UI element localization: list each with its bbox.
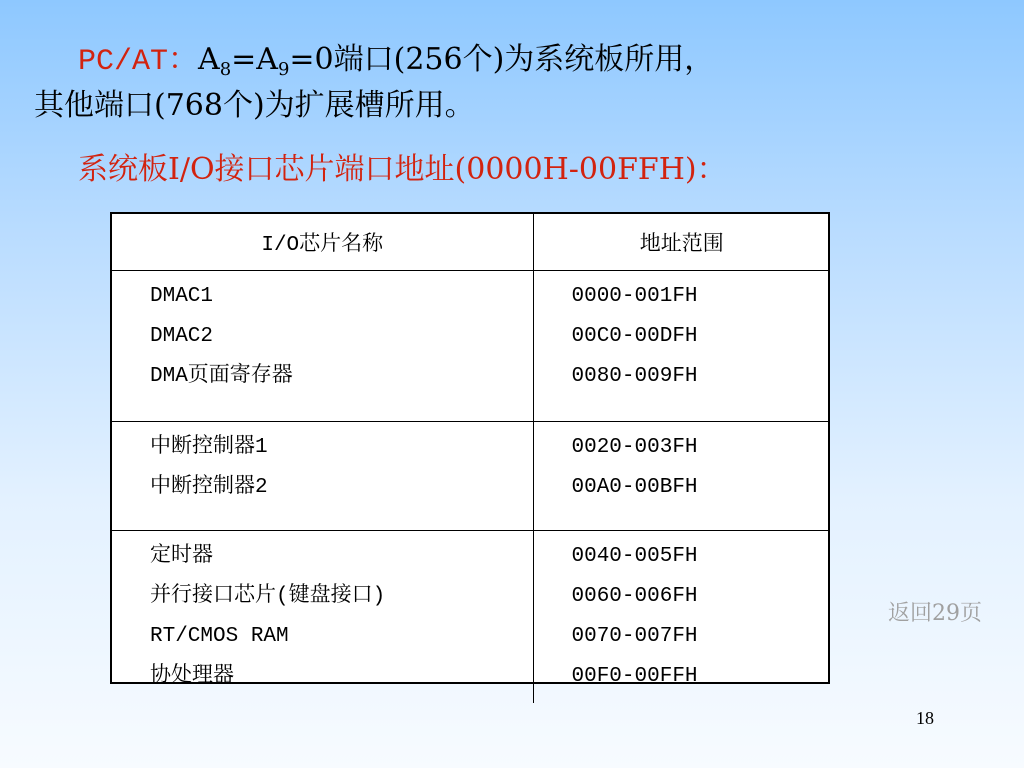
chip-name: DMAC2 bbox=[150, 325, 214, 348]
address-range: 00C0-00DFH bbox=[571, 325, 698, 348]
io-address-table bbox=[110, 212, 830, 688]
chip-name-cell bbox=[112, 271, 533, 422]
chip-name: 并行接口芯片(键盘接口) bbox=[150, 585, 386, 608]
table-row-misc bbox=[112, 531, 830, 704]
table-row-dma bbox=[112, 271, 830, 422]
chip-name: 定时器 bbox=[150, 545, 213, 568]
pc-at-label: PC/AT： bbox=[78, 45, 199, 79]
chip-name: DMAC1 bbox=[150, 285, 214, 308]
address-range: 0020-003FH bbox=[571, 436, 698, 459]
table-row-interrupt bbox=[112, 422, 830, 531]
a9-letter: A bbox=[256, 42, 278, 77]
heading-line-1-rest: =0端口(256个)为系统板所用， bbox=[289, 42, 715, 77]
a9-subscript: 9 bbox=[277, 59, 290, 80]
heading-line-2: 其他端口(768个)为扩展槽所用。 bbox=[34, 88, 475, 123]
address-cell bbox=[533, 531, 830, 704]
address-range: 0040-005FH bbox=[571, 545, 698, 568]
address-range: 0070-007FH bbox=[571, 625, 698, 648]
heading-line-1 bbox=[78, 40, 714, 82]
header-address-range: 地址范围 bbox=[533, 214, 830, 271]
address-range: 0000-001FH bbox=[571, 285, 698, 308]
table-header-row bbox=[112, 214, 830, 271]
a8-letter: A bbox=[198, 42, 220, 77]
equals-sign: = bbox=[231, 42, 257, 77]
back-to-page-link[interactable]: 返回29页 bbox=[888, 601, 982, 626]
a8-subscript: 8 bbox=[219, 59, 232, 80]
chip-name: 中断控制器2 bbox=[150, 476, 268, 499]
chip-name: RT/CMOS RAM bbox=[150, 625, 289, 648]
chip-name-cell bbox=[112, 531, 533, 704]
address-range: 0080-009FH bbox=[571, 365, 698, 388]
address-cell bbox=[533, 271, 830, 422]
address-cell bbox=[533, 422, 830, 531]
chip-name: 中断控制器1 bbox=[150, 436, 268, 459]
chip-name: DMA页面寄存器 bbox=[150, 365, 293, 388]
table-caption: 系统板I/O接口芯片端口地址(0000H-00FFH)： bbox=[78, 152, 727, 187]
page-number: 18 bbox=[916, 708, 934, 728]
address-range: 00F0-00FFH bbox=[571, 665, 698, 688]
header-chip-name: I/O芯片名称 bbox=[112, 214, 533, 271]
chip-name: 协处理器 bbox=[150, 665, 234, 688]
address-range: 00A0-00BFH bbox=[571, 476, 698, 499]
chip-name-cell bbox=[112, 422, 533, 531]
address-range: 0060-006FH bbox=[571, 585, 698, 608]
